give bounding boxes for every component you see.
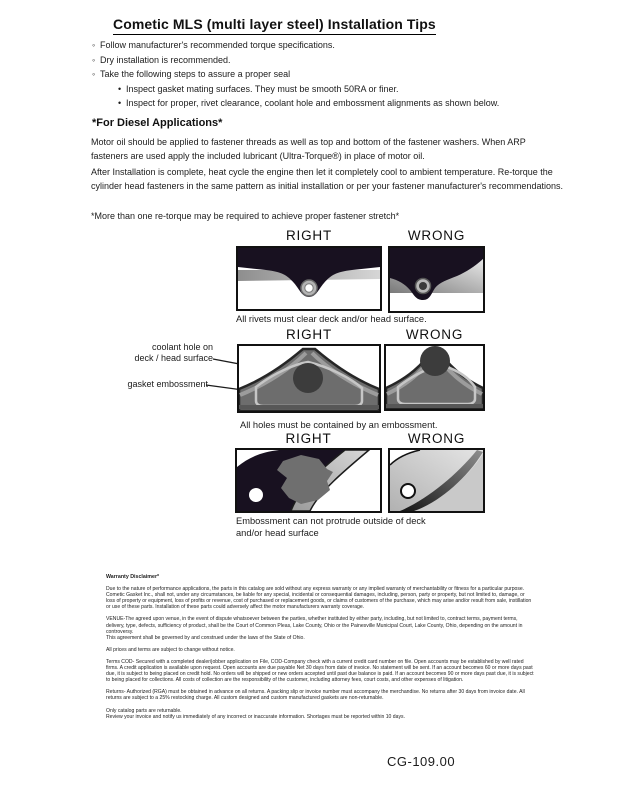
list-item <box>92 67 562 82</box>
rivet-clear-right-illustration <box>236 246 382 311</box>
coolant-hole <box>420 346 450 376</box>
row1-caption: All rivets must clear deck and/or head surface. <box>236 314 427 324</box>
row2-right-label: RIGHT <box>286 327 332 342</box>
row3-right-diagram <box>235 448 382 513</box>
row2-wrong-diagram <box>384 344 485 411</box>
diesel-heading: *For Diesel Applications* <box>92 117 223 129</box>
embossment-right-illustration <box>237 344 381 413</box>
row2-caption: All holes must be contained by an embossment. <box>240 420 438 430</box>
disclaimer-paragraph: All prices and terms are subject to change without notice. <box>106 646 235 653</box>
disclaimer-paragraph: Only catalog parts are returnable. <box>106 707 182 714</box>
disclaimer-paragraph: Terms COD- Secured with a completed dealer/jobber application on File, COD-Company check with a current credit card number on file. Open accounts may be established by well rated firms. A credit application is available upon request. Open accounts are due payable Net 30 days from date of invoice. No statement will be sent. If an account becomes 60 or more days past due, it is subject to being placed on credit hold. No orders will be shipped or new orders accepted until past due balance is paid. If an account becomes 90 or more days past due, it is subject to being placed for collections. All costs of collection are the responsibility of the customer, including attorney fees, court costs, and other expenses of litigation. <box>106 658 534 684</box>
gasket-embossment-callout: gasket embossment <box>127 379 208 389</box>
intro-bullet-list <box>92 38 562 111</box>
open-bullet-icon: ◦ <box>92 40 96 50</box>
disclaimer-paragraph: Due to the nature of performance applications, the parts in this catalog are sold without any express warranty or any implied warranty of merchantability or fitness for a particular purpose. Cometic Gasket Inc., shall not, under any circumstances, be liable for any special, incidental or consequential damages, including, person, party or property, but not limited to, damage, or loss of property or equipment, loss of profits or revenue, cost of purchased or replacement goods, or claims of customers of the purchase, which may arise and/or result from sale, instillation or use of these parts. Installation of these parts could adversely affect the motor manufacturers warranty coverage. <box>106 586 532 611</box>
page-title: Cometic MLS (multi layer steel) Installation Tips <box>113 16 436 35</box>
coolant-hole <box>293 363 323 393</box>
deck-right-illustration <box>235 448 382 513</box>
list-item <box>92 38 562 53</box>
bolt-hole <box>401 484 415 498</box>
list-item <box>92 96 562 111</box>
bullet-text: Inspect gasket mating surfaces. They must be smooth 50RA or finer. <box>126 83 399 94</box>
coolant-hole-callout: coolant hole on deck / head surface <box>134 342 213 363</box>
disclaimer-paragraph: This agreement shall be governed by and construed under the laws of the State of Ohio. <box>106 634 305 641</box>
diesel-paragraph-1: Motor oil should be applied to fastener threads as well as top and bottom of the fastener washers. When ARP fasteners are used apply the included lubricant (Ultra-Torque®) in place of motor oil. <box>91 137 526 161</box>
row1-right-diagram <box>236 246 382 311</box>
deck-wrong-illustration <box>388 448 485 513</box>
page-code: CG-109.00 <box>387 754 456 769</box>
bolt-hole <box>249 488 263 502</box>
row3-wrong-label: WRONG <box>407 431 466 446</box>
row2-wrong-label: WRONG <box>405 327 464 342</box>
list-item <box>92 82 562 97</box>
disclaimer-paragraph: Review your invoice and notify us immediately of any incorrect or inaccurate information. Shortages must be reported within 10 days. <box>106 713 405 720</box>
row2-right-diagram <box>237 344 381 413</box>
list-item <box>92 53 562 68</box>
row3-wrong-diagram <box>388 448 485 513</box>
disclaimer-heading: Warranty Disclaimer* <box>106 574 160 580</box>
rivet-clear-wrong-illustration <box>388 246 485 313</box>
disclaimer-paragraph: VENUE-The agreed upon venue, in the event of dispute whatsoever between the parties, whether instituted by either party, including, but not limited to, contract terms, payment terms, delivery, type, defects, sufficiency of product, shall be the Court of Common Pleas, Lake County, Ohio or the Painesville Municipal Court, Lake County, Ohio, depending on the amount in controversy. <box>106 616 523 635</box>
open-bullet-icon: ◦ <box>92 69 96 80</box>
row1-wrong-diagram <box>388 246 485 313</box>
disclaimer-paragraph: Returns- Authorized (RGA) must be obtained in advance on all returns. A packing slip or invoice number must accompany the merchandise. No returns after 30 days from invoice date. All returns are subject to a 25% restocking charge. All custom designed and custom manufactured gaskets are non-returnable. <box>106 689 525 702</box>
bullet-text: Follow manufacturer's recommended torque specifications. <box>100 40 335 50</box>
bullet-text: Inspect for proper, rivet clearance, coolant hole and embossment alignments as shown below. <box>126 98 500 109</box>
row3-right-label: RIGHT <box>285 431 332 446</box>
warranty-disclaimer <box>106 574 534 726</box>
row3-caption: Embossment can not protrude outside of deck and/or head surface <box>236 516 426 538</box>
row1-right-label: RIGHT <box>286 228 332 243</box>
filled-bullet-icon: • <box>118 83 122 94</box>
embossment-wrong-illustration <box>384 344 485 411</box>
bullet-text: Dry installation is recommended. <box>100 54 231 65</box>
retorque-note: *More than one re-torque may be required to achieve proper fastener stretch* <box>91 211 400 221</box>
row1-wrong-label: WRONG <box>407 228 466 243</box>
diesel-paragraph-2: After Installation is complete, heat cycle the engine then let it completely cool to ambient temperature. Re-torque the cylinder head fasteners in the same pattern as initial installation or per your fastener manufacturer's recommendations. <box>91 167 563 191</box>
open-bullet-icon: ◦ <box>92 54 96 65</box>
filled-bullet-icon: • <box>118 98 122 109</box>
bullet-text: Take the following steps to assure a proper seal <box>100 69 291 80</box>
